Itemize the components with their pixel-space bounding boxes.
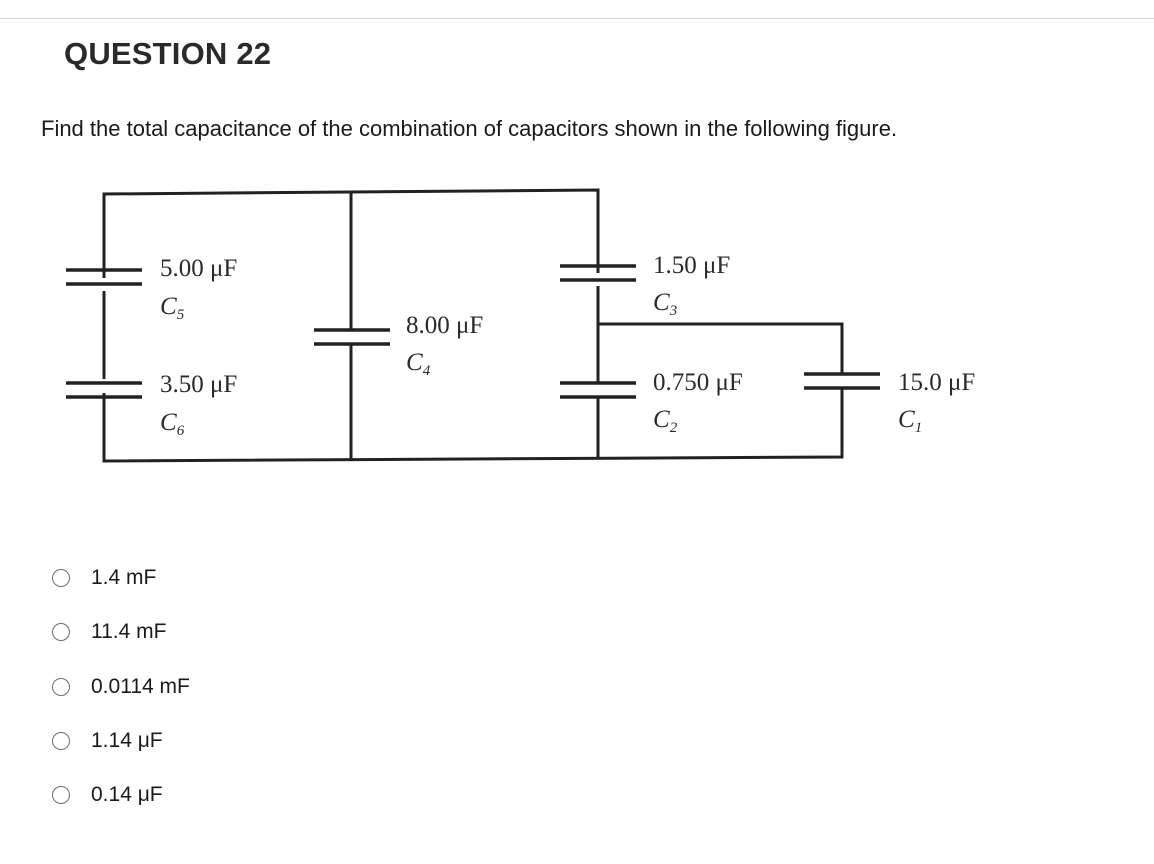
radio-button[interactable] xyxy=(52,623,70,641)
answer-option-5[interactable] xyxy=(52,782,252,808)
answer-option-3[interactable] xyxy=(52,674,252,700)
answer-option-label: 1.14 μF xyxy=(91,729,163,752)
capacitor-c4 xyxy=(314,330,390,344)
c4-symbol-label: $C_4$ xyxy=(406,349,431,379)
answer-option-label: 0.14 μF xyxy=(91,783,163,806)
answer-option-label: 1.4 mF xyxy=(91,566,157,589)
answer-option-2[interactable] xyxy=(52,619,252,645)
radio-button[interactable] xyxy=(52,732,70,750)
c3-value-label: 1.50 μF xyxy=(653,252,731,279)
answer-option-4[interactable] xyxy=(52,728,252,754)
c1-value-label: 15.0 μF xyxy=(898,369,976,396)
answer-option-label: 11.4 mF xyxy=(91,620,167,643)
c6-value-label: 3.50 μF xyxy=(160,371,238,398)
question-title: QUESTION 22 xyxy=(64,36,272,71)
radio-button[interactable] xyxy=(52,786,70,804)
c5-symbol-label: $C_5$ xyxy=(160,293,185,323)
c6-symbol-label: $C_6$ xyxy=(160,409,185,439)
answer-option-1[interactable] xyxy=(52,565,252,591)
question-text: Find the total capacitance of the combination of capacitors shown in the following figure. xyxy=(41,116,898,141)
answer-option-label: 0.0114 mF xyxy=(91,675,190,698)
radio-button[interactable] xyxy=(52,678,70,696)
c2-symbol-label: $C_2$ xyxy=(653,406,678,436)
c1-symbol-label: $C_1$ xyxy=(898,406,923,436)
c4-value-label: 8.00 μF xyxy=(406,312,484,339)
capacitor-c2 xyxy=(560,383,636,397)
radio-button[interactable] xyxy=(52,569,70,587)
c3-symbol-label: $C_3$ xyxy=(653,289,678,319)
capacitor-c1 xyxy=(804,374,880,388)
c5-value-label: 5.00 μF xyxy=(160,255,238,282)
c2-value-label: 0.750 μF xyxy=(653,369,743,396)
